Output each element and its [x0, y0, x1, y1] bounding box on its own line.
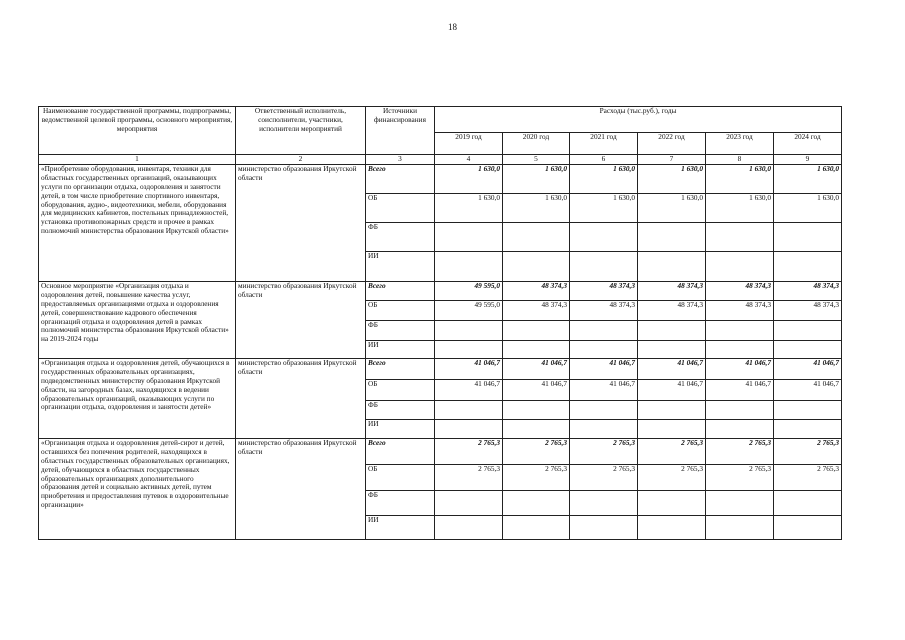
page-number: 18	[448, 22, 457, 32]
value-cell	[435, 252, 503, 282]
value-cell	[435, 341, 503, 359]
column-number: 2	[236, 155, 366, 165]
value-cell: 41 046,7	[774, 380, 842, 401]
measure-name: «Организация отдыха и оздоровления детей-сирот и детей, оставшихся без попечения родителей, находящихся в областных государственных образовательных организациях, детей, обучающихся в областных государственных образовательных организациях дополнительного образования детей и социально активных детей, путем приобретения и предоставления путевок в оздоровительные организации»	[39, 439, 236, 540]
source-label: ФБ	[366, 491, 435, 516]
value-cell	[774, 491, 842, 516]
column-number: 4	[435, 155, 503, 165]
value-cell: 49 595,0	[435, 282, 503, 301]
value-cell: 48 374,3	[638, 282, 706, 301]
value-cell	[570, 420, 638, 439]
value-cell	[706, 401, 774, 420]
value-cell	[638, 401, 706, 420]
value-cell	[638, 420, 706, 439]
value-cell: 41 046,7	[638, 380, 706, 401]
value-cell	[570, 516, 638, 540]
value-cell: 41 046,7	[706, 380, 774, 401]
value-cell: 41 046,7	[503, 380, 570, 401]
header-year: 2019 год	[435, 133, 503, 155]
value-cell: 2 765,3	[774, 439, 842, 465]
value-cell: 48 374,3	[503, 301, 570, 321]
value-cell: 41 046,7	[435, 380, 503, 401]
value-cell	[774, 401, 842, 420]
source-label: ИИ	[366, 341, 435, 359]
value-cell	[435, 401, 503, 420]
value-cell: 49 595,0	[435, 301, 503, 321]
measure-executor: министерство образования Иркутской области	[236, 282, 366, 359]
value-cell	[706, 516, 774, 540]
header-year: 2020 год	[503, 133, 570, 155]
value-cell	[503, 491, 570, 516]
value-cell	[774, 252, 842, 282]
value-cell: 2 765,3	[570, 465, 638, 491]
value-cell: 41 046,7	[435, 359, 503, 380]
measure-name: «Организация отдыха и оздоровления детей, обучающихся в государственных образовательных организациях, подведомственных министерству образования Иркутской области, на загородных базах, находящихся в ведении образовательных организаций, оказывающих услуги по организации отдыха, оздоровления и занятости детей»	[39, 359, 236, 439]
header-year: 2023 год	[706, 133, 774, 155]
value-cell	[503, 341, 570, 359]
measure-executor: министерство образования Иркутской области	[236, 359, 366, 439]
source-label: ИИ	[366, 420, 435, 439]
source-label: Всего	[366, 439, 435, 465]
value-cell: 2 765,3	[435, 439, 503, 465]
value-cell	[638, 252, 706, 282]
value-cell: 48 374,3	[503, 282, 570, 301]
table-row	[39, 439, 842, 465]
value-cell: 1 630,0	[503, 194, 570, 223]
value-cell: 48 374,3	[774, 301, 842, 321]
value-cell	[706, 321, 774, 341]
value-cell	[503, 516, 570, 540]
value-cell: 41 046,7	[570, 359, 638, 380]
measure-name: «Приобретение оборудования, инвентаря, техники для областных государственных организаций, оказывающих услуги по организации отдыха, оздоровления и занятости детей, в том числе приобретение спортивного инвентаря, оборудования, аудио-, видеотехники, мебели, оборудования для медицинских кабинетов, постельных принадлежностей, установка противопожарных средств и прочее в рамках полномочий министерства образования Иркутской области»	[39, 165, 236, 282]
value-cell	[570, 252, 638, 282]
source-label: ОБ	[366, 465, 435, 491]
value-cell	[570, 223, 638, 252]
value-cell: 1 630,0	[570, 165, 638, 194]
measure-executor: министерство образования Иркутской области	[236, 165, 366, 282]
source-label: Всего	[366, 165, 435, 194]
value-cell: 2 765,3	[503, 465, 570, 491]
value-cell	[774, 516, 842, 540]
source-label: Всего	[366, 359, 435, 380]
header-expenses: Расходы (тыс.руб.), годы	[435, 107, 842, 133]
value-cell	[570, 321, 638, 341]
value-cell: 41 046,7	[706, 359, 774, 380]
header-year: 2024 год	[774, 133, 842, 155]
value-cell: 1 630,0	[435, 194, 503, 223]
budget-table	[38, 106, 842, 540]
source-label: ИИ	[366, 252, 435, 282]
table-row	[39, 165, 842, 194]
value-cell: 2 765,3	[706, 439, 774, 465]
value-cell: 48 374,3	[570, 301, 638, 321]
value-cell: 48 374,3	[638, 301, 706, 321]
value-cell: 1 630,0	[638, 165, 706, 194]
source-label: ИИ	[366, 516, 435, 540]
value-cell	[774, 420, 842, 439]
source-label: ОБ	[366, 380, 435, 401]
value-cell	[638, 491, 706, 516]
measure-name: Основное мероприятие «Организация отдыха и оздоровления детей, повышение качества услуг, предоставляемых организациями отдыха и оздоровления детей, совершенствование кадрового обеспечения организаций отдыха и оздоровления детей в рамках полномочий министерства образования Иркутской области» на 2019-2024 годы	[39, 282, 236, 359]
column-number: 7	[638, 155, 706, 165]
value-cell	[435, 420, 503, 439]
value-cell: 41 046,7	[570, 380, 638, 401]
column-number: 8	[706, 155, 774, 165]
source-label: ФБ	[366, 223, 435, 252]
column-number: 6	[570, 155, 638, 165]
value-cell	[435, 516, 503, 540]
value-cell: 2 765,3	[638, 439, 706, 465]
value-cell	[774, 223, 842, 252]
value-cell	[435, 491, 503, 516]
value-cell	[774, 321, 842, 341]
source-label: Всего	[366, 282, 435, 301]
value-cell	[503, 321, 570, 341]
value-cell: 1 630,0	[774, 165, 842, 194]
value-cell	[638, 516, 706, 540]
value-cell: 1 630,0	[638, 194, 706, 223]
column-number: 1	[39, 155, 236, 165]
value-cell: 1 630,0	[435, 165, 503, 194]
source-label: ОБ	[366, 194, 435, 223]
table-row	[39, 359, 842, 380]
value-cell	[570, 401, 638, 420]
value-cell	[503, 420, 570, 439]
table-row	[39, 282, 842, 301]
value-cell: 2 765,3	[570, 439, 638, 465]
header-source: Источники финансирования	[366, 107, 435, 155]
value-cell: 2 765,3	[706, 465, 774, 491]
column-number: 9	[774, 155, 842, 165]
header-year: 2022 год	[638, 133, 706, 155]
value-cell: 41 046,7	[638, 359, 706, 380]
value-cell: 1 630,0	[706, 165, 774, 194]
column-number: 5	[503, 155, 570, 165]
source-label: ОБ	[366, 301, 435, 321]
value-cell	[638, 341, 706, 359]
value-cell: 48 374,3	[570, 282, 638, 301]
source-label: ФБ	[366, 321, 435, 341]
value-cell	[706, 341, 774, 359]
value-cell: 2 765,3	[638, 465, 706, 491]
measure-executor: министерство образования Иркутской области	[236, 439, 366, 540]
value-cell: 48 374,3	[774, 282, 842, 301]
value-cell	[706, 420, 774, 439]
source-label: ФБ	[366, 401, 435, 420]
value-cell: 41 046,7	[503, 359, 570, 380]
header-name: Наименование государственной программы, подпрограммы, ведомственной целевой программы, основного мероприятия, мероприятия	[39, 107, 236, 155]
value-cell	[706, 491, 774, 516]
value-cell	[570, 491, 638, 516]
value-cell: 1 630,0	[503, 165, 570, 194]
header-year: 2021 год	[570, 133, 638, 155]
value-cell	[570, 341, 638, 359]
value-cell	[435, 223, 503, 252]
value-cell: 1 630,0	[570, 194, 638, 223]
value-cell: 48 374,3	[706, 301, 774, 321]
value-cell	[503, 401, 570, 420]
value-cell: 2 765,3	[435, 465, 503, 491]
header-executor: Ответственный исполнитель, соисполнители, участники, исполнители мероприятий	[236, 107, 366, 155]
value-cell	[706, 223, 774, 252]
column-number: 3	[366, 155, 435, 165]
value-cell: 2 765,3	[503, 439, 570, 465]
value-cell: 41 046,7	[774, 359, 842, 380]
value-cell	[503, 252, 570, 282]
value-cell	[638, 321, 706, 341]
value-cell: 1 630,0	[774, 194, 842, 223]
value-cell	[435, 321, 503, 341]
value-cell	[638, 223, 706, 252]
value-cell: 48 374,3	[706, 282, 774, 301]
value-cell: 2 765,3	[774, 465, 842, 491]
value-cell	[503, 223, 570, 252]
value-cell	[774, 341, 842, 359]
value-cell	[706, 252, 774, 282]
value-cell: 1 630,0	[706, 194, 774, 223]
